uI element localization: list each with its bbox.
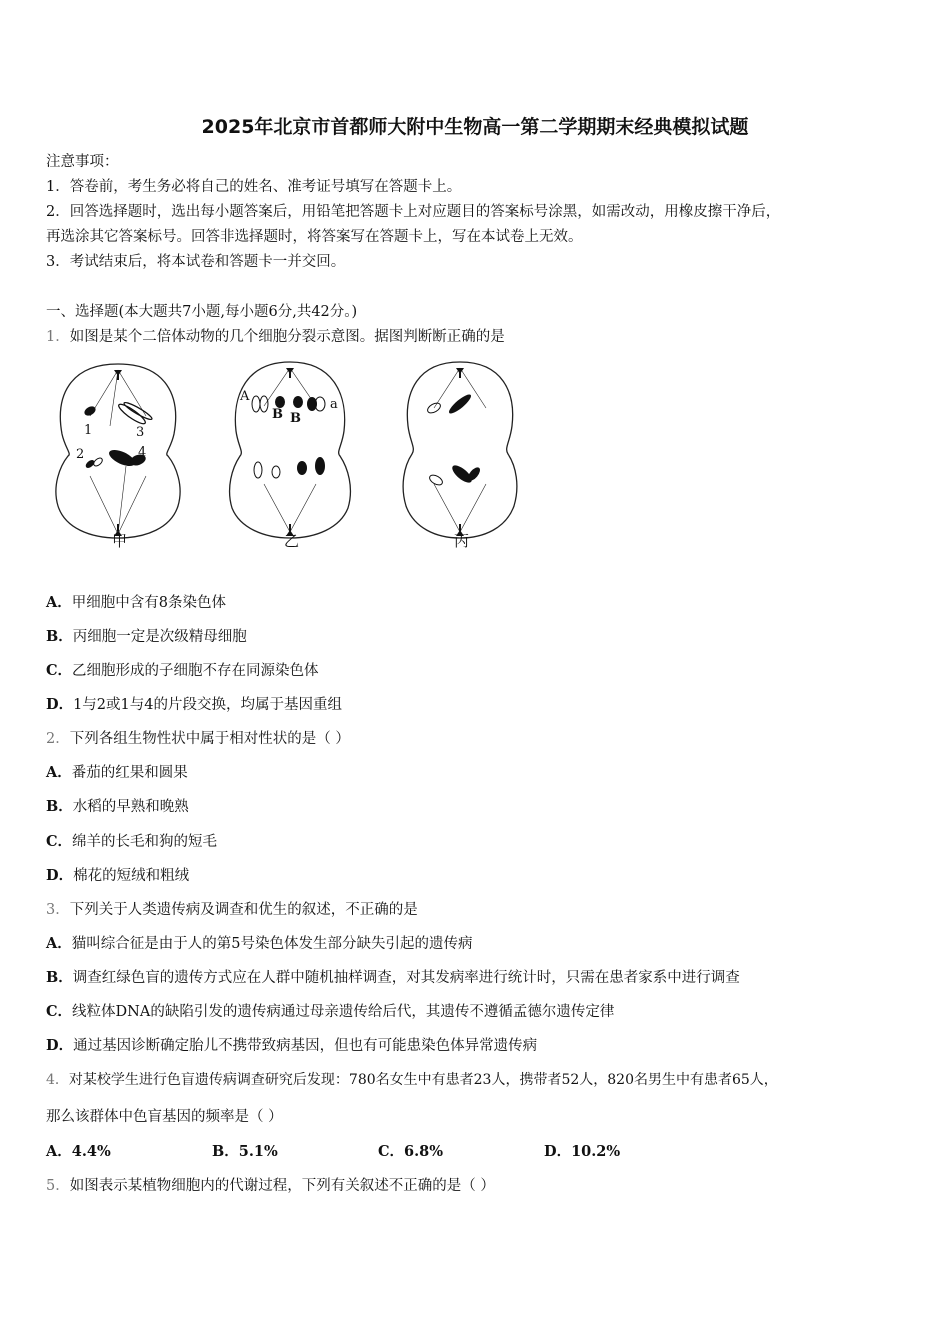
figure-label-jia: 甲 <box>112 532 128 550</box>
question-5: 5．如图表示某植物细胞内的代谢过程，下列有关叙述不正确的是（ ） <box>46 1178 495 1194</box>
figure-label-yi: 乙 <box>284 532 300 550</box>
gene-label: B <box>290 411 301 426</box>
question-4: 4．对某校学生进行色盲遗传病调查研究后发现：780名女生中有患者23人，携带者52人，820名男生中有患者65人， <box>46 1072 778 1088</box>
figure-label-bing: 丙 <box>454 532 470 550</box>
notice-heading: 注意事项： <box>46 154 119 170</box>
chromosome-label: 4 <box>138 445 147 460</box>
question-1 <box>46 327 505 347</box>
option: B．丙细胞一定是次级精母细胞 <box>46 628 247 645</box>
option: D．1与2或1与4的片段交换，均属于基因重组 <box>46 696 342 713</box>
question-4-cont: 那么该群体中色盲基因的频率是（ ） <box>46 1109 283 1125</box>
question-2: 2．下列各组生物性状中属于相对性状的是（ ） <box>46 731 350 747</box>
chromosome-label: 3 <box>136 425 145 440</box>
gene-label: a <box>330 397 338 412</box>
option: A．猫叫综合征是由于人的第5号染色体发生部分缺失引起的遗传病 <box>46 935 473 952</box>
notice-item: 1．答卷前，考生务必将自己的姓名、准考证号填写在答题卡上。 <box>46 179 462 195</box>
option: B．水稻的早熟和晚熟 <box>46 798 189 815</box>
cell-bing-outline <box>403 362 517 538</box>
gene-label: B <box>272 407 283 422</box>
page-title: 2025年北京市首都师大附中生物高一第二学期期末经典模拟试题 <box>201 116 749 138</box>
cell-division-figure <box>50 356 530 556</box>
option: C．线粒体DNA的缺陷引发的遗传病通过母亲遗传给后代，其遗传不遵循孟德尔遗传定律 <box>46 1003 615 1020</box>
notice-item: 2．回答选择题时，选出每小题答案后，用铅笔把答题卡上对应题目的答案标号涂黑，如需改动，用橡皮擦干净后， <box>46 204 781 220</box>
option: D．棉花的短绒和粗绒 <box>46 867 190 884</box>
option-row: A．4.4% B．5.1% C．6.8% D．10.2% <box>46 1143 621 1160</box>
chromosome-label: 2 <box>76 447 85 462</box>
option: A．番茄的红果和圆果 <box>46 764 188 781</box>
question-text: 如图是某个二倍体动物的几个细胞分裂示意图。据图判断断正确的是 <box>69 329 505 345</box>
chromosome-label: 1 <box>84 423 93 438</box>
option: A．甲细胞中含有8条染色体 <box>46 594 226 611</box>
option: B．调查红绿色盲的遗传方式应在人群中随机抽样调查，对其发病率进行统计时，只需在患者家系中进行调查 <box>46 969 740 986</box>
option: C．乙细胞形成的子细胞不存在同源染色体 <box>46 662 319 679</box>
notice-item: 3．考试结束后，将本试卷和答题卡一并交回。 <box>46 254 346 270</box>
question-number: 1． <box>46 329 70 345</box>
question-3: 3．下列关于人类遗传病及调查和优生的叙述，不正确的是 <box>46 902 418 918</box>
notice-item: 再选涂其它答案标号。回答非选择题时，将答案写在答题卡上，写在本试卷上无效。 <box>46 229 583 245</box>
option: C．绵羊的长毛和狗的短毛 <box>46 833 218 850</box>
gene-label: A <box>240 389 250 404</box>
option: D．通过基因诊断确定胎儿不携带致病基因，但也有可能患染色体异常遗传病 <box>46 1037 538 1054</box>
section-heading: 一、选择题(本大题共7小题,每小题6分,共42分。) <box>46 304 358 320</box>
